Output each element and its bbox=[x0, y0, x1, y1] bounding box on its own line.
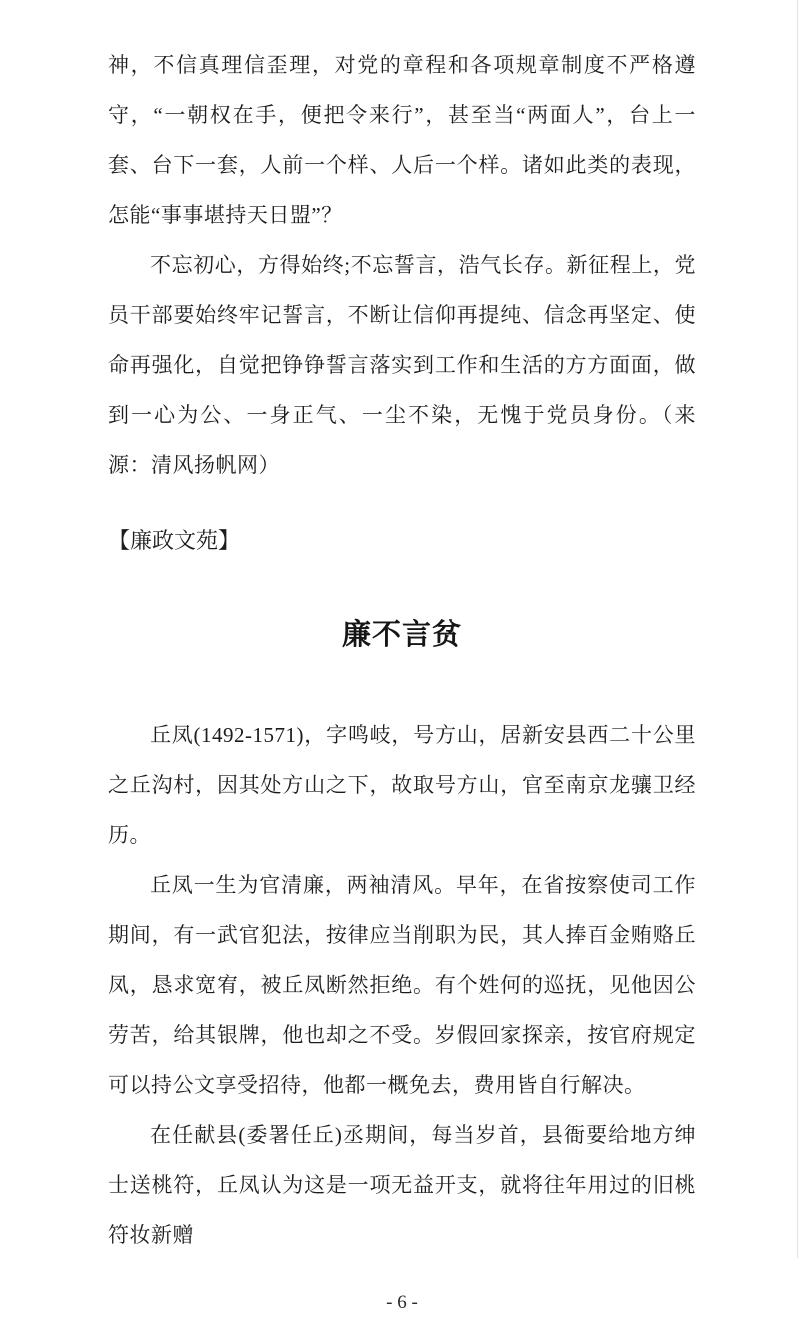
page-edge-shadow bbox=[797, 0, 798, 1258]
body-paragraph-continuation: 神，不信真理信歪理，对党的章程和各项规章制度不严格遵守，“一朝权在手，便把令来行”，甚至当“两面人”，台上一套、台下一套，人前一个样、人后一个样。诸如此类的表现，怎能“事事堪持天日盟”？ bbox=[108, 53, 696, 227]
page-number: - 6 - bbox=[386, 1292, 418, 1313]
body-paragraph: 在任献县(委署任丘)丞期间，每当岁首，县衙要给地方绅士送桃符，丘凤认为这是一项无益开支，就将往年用过的旧桃符妆新赠 bbox=[108, 1123, 696, 1247]
article-body bbox=[108, 710, 696, 1260]
body-paragraph: 丘凤(1492-1571)，字鸣岐，号方山，居新安县西二十公里之丘沟村，因其处方山之下，故取号方山，官至南京龙骧卫经历。 bbox=[108, 723, 696, 847]
article-title: 廉不言贫 bbox=[341, 619, 462, 651]
section-header: 【廉政文苑】 bbox=[108, 528, 241, 553]
body-paragraph: 不忘初心，方得始终;不忘誓言，浩气长存。新征程上，党员干部要始终牢记誓言，不断让信仰再提纯、信念再坚定、使命再强化，自觉把铮铮誓言落实到工作和生活的方方面面，做到一心为公、一身正气、一尘不染，无愧于党员身份。（来源：清风扬帆网） bbox=[108, 253, 696, 477]
body-paragraph: 丘凤一生为官清廉，两袖清风。早年，在省按察使司工作期间，有一武官犯法，按律应当削职为民，其人捧百金贿赂丘凤，恳求宽宥，被丘凤断然拒绝。有个姓何的巡抚，见他因公劳苦，给其银牌，他也却之不受。岁假回家探亲，按官府规定可以持公文享受招待，他都一概免去，费用皆自行解决。 bbox=[108, 873, 696, 1097]
